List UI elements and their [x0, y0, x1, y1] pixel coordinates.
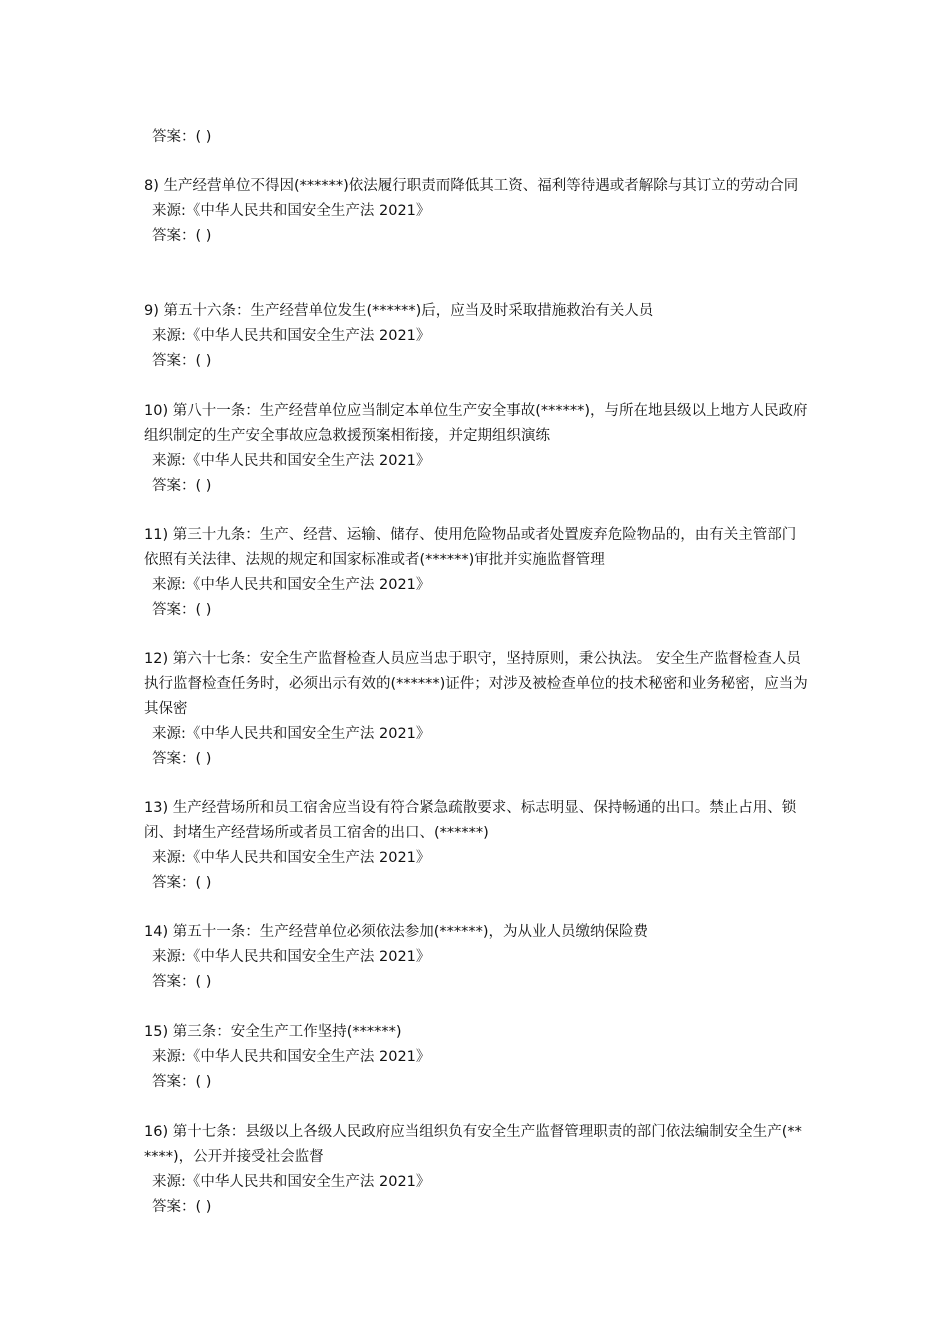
question-text: 13) 生产经营场所和员工宿舍应当设有符合紧急疏散要求、标志明显、保持畅通的出口。禁止占用、锁闭、封堵生产经营场所或者员工宿舍的出口、(******) — [144, 800, 797, 841]
question-text: 15) 第三条：安全生产工作坚持(******) — [144, 1024, 402, 1040]
question-source: 来源:《中华人民共和国安全生产法 2021》 — [152, 203, 431, 219]
question-item-10 — [144, 399, 809, 499]
question-item-16 — [144, 1120, 809, 1220]
question-source: 来源:《中华人民共和国安全生产法 2021》 — [152, 577, 431, 593]
answer-blank[interactable]: 答案：( ) — [152, 1199, 212, 1215]
answer-blank[interactable]: 答案：( ) — [152, 875, 212, 891]
question-text: 16) 第十七条：县级以上各级人民政府应当组织负有安全生产监督管理职责的部门依法编制安全生产(******)，公开并接受社会监督 — [144, 1124, 802, 1165]
question-text: 11) 第三十九条：生产、经营、运输、储存、使用危险物品或者处置废弃危险物品的，由有关主管部门依照有关法律、法规的规定和国家标准或者(******)审批并实施监督管理 — [144, 527, 797, 568]
question-source: 来源:《中华人民共和国安全生产法 2021》 — [152, 1049, 431, 1065]
question-text: 12) 第六十七条：安全生产监督检查人员应当忠于职守，坚持原则，秉公执法。 安全生产监督检查人员执行监督检查任务时，必须出示有效的(******)证件；对涉及被检查单位的技术秘密和业务秘密，应当为其保密 — [144, 651, 808, 717]
answer-blank[interactable]: 答案：( ) — [152, 751, 212, 767]
question-source: 来源:《中华人民共和国安全生产法 2021》 — [152, 1174, 431, 1190]
question-source: 来源:《中华人民共和国安全生产法 2021》 — [152, 328, 431, 344]
question-item-13 — [144, 796, 809, 896]
question-text: 8) 生产经营单位不得因(******)依法履行职责而降低其工资、福利等待遇或者解除与其订立的劳动合同 — [144, 178, 799, 194]
answer-blank[interactable]: 答案：( ) — [152, 1074, 212, 1090]
question-text: 10) 第八十一条：生产经营单位应当制定本单位生产安全事故(******)，与所在地县级以上地方人民政府组织制定的生产安全事故应急救援预案相衔接，并定期组织演练 — [144, 403, 808, 444]
question-source: 来源:《中华人民共和国安全生产法 2021》 — [152, 850, 431, 866]
question-item-8 — [144, 174, 809, 249]
question-text: 14) 第五十一条：生产经营单位必须依法参加(******)，为从业人员缴纳保险费 — [144, 924, 649, 940]
question-item-12 — [144, 647, 809, 772]
question-item-14 — [144, 920, 809, 995]
answer-blank[interactable]: 答案：( ) — [152, 602, 212, 618]
question-item-9 — [144, 299, 809, 374]
answer-blank[interactable]: 答案：( ) — [152, 974, 212, 990]
question-source: 来源:《中华人民共和国安全生产法 2021》 — [152, 453, 431, 469]
question-source: 来源:《中华人民共和国安全生产法 2021》 — [152, 949, 431, 965]
question-source: 来源:《中华人民共和国安全生产法 2021》 — [152, 726, 431, 742]
question-text: 9) 第五十六条：生产经营单位发生(******)后，应当及时采取措施救治有关人员 — [144, 303, 654, 319]
question-item-15 — [144, 1020, 809, 1095]
answer-blank[interactable]: 答案：( ) — [152, 353, 212, 369]
answer-blank[interactable]: 答案：( ) — [152, 228, 212, 244]
answer-blank[interactable]: 答案：( ) — [152, 478, 212, 494]
question-item-11 — [144, 523, 809, 623]
answer-blank[interactable]: 答案：( ) — [152, 129, 212, 145]
